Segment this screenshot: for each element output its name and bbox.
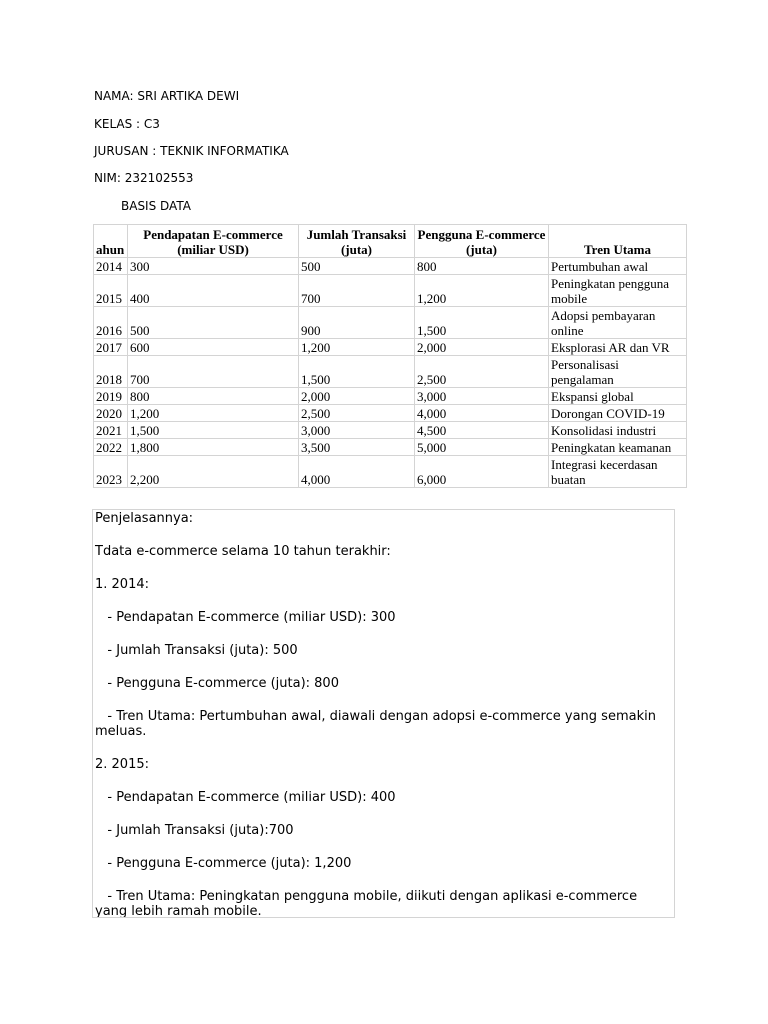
header-trend: Tren Utama xyxy=(549,225,687,258)
table-row xyxy=(94,405,687,422)
cell-revenue: 1,200 xyxy=(128,405,299,422)
table-row xyxy=(94,388,687,405)
table-row xyxy=(94,456,687,488)
header-year: ahun xyxy=(94,225,128,258)
header-revenue: Pendapatan E-commerce (miliar USD) xyxy=(128,225,299,258)
explanation-item: - Jumlah Transaksi (juta): 500 xyxy=(95,643,298,658)
student-class: KELAS : C3 xyxy=(94,117,160,131)
cell-revenue: 1,800 xyxy=(128,439,299,456)
cell-users: 800 xyxy=(415,258,549,275)
cell-trend: Adopsi pembayaran online xyxy=(549,307,687,339)
cell-year: 2019 xyxy=(94,388,128,405)
table-row xyxy=(94,422,687,439)
cell-year: 2016 xyxy=(94,307,128,339)
cell-users: 4,000 xyxy=(415,405,549,422)
cell-users: 4,500 xyxy=(415,422,549,439)
cell-transactions: 2,500 xyxy=(299,405,415,422)
cell-year: 2018 xyxy=(94,356,128,388)
header-transactions: Jumlah Transaksi (juta) xyxy=(299,225,415,258)
cell-transactions: 500 xyxy=(299,258,415,275)
explanation-year-heading: 1. 2014: xyxy=(95,577,149,592)
cell-users: 1,200 xyxy=(415,275,549,307)
cell-revenue: 800 xyxy=(128,388,299,405)
cell-users: 2,000 xyxy=(415,339,549,356)
student-major: JURUSAN : TEKNIK INFORMATIKA xyxy=(94,144,289,158)
cell-revenue: 600 xyxy=(128,339,299,356)
cell-transactions: 4,000 xyxy=(299,456,415,488)
explanation-item: - Tren Utama: Pertumbuhan awal, diawali dengan adopsi e-commerce yang semakin meluas. xyxy=(95,709,661,739)
cell-year: 2023 xyxy=(94,456,128,488)
cell-year: 2015 xyxy=(94,275,128,307)
cell-transactions: 3,000 xyxy=(299,422,415,439)
cell-trend: Pertumbuhan awal xyxy=(549,258,687,275)
table-row xyxy=(94,439,687,456)
explanation-item: - Jumlah Transaksi (juta):700 xyxy=(95,823,294,838)
cell-trend: Dorongan COVID-19 xyxy=(549,405,687,422)
explanation-box xyxy=(92,509,675,918)
cell-transactions: 1,200 xyxy=(299,339,415,356)
student-id: NIM: 232102553 xyxy=(94,171,194,185)
cell-transactions: 2,000 xyxy=(299,388,415,405)
cell-trend: Personalisasi pengalaman xyxy=(549,356,687,388)
cell-revenue: 1,500 xyxy=(128,422,299,439)
cell-trend: Integrasi kecerdasan buatan xyxy=(549,456,687,488)
table-header-row xyxy=(94,225,687,258)
cell-revenue: 400 xyxy=(128,275,299,307)
cell-transactions: 900 xyxy=(299,307,415,339)
explanation-heading: Penjelasannya: xyxy=(95,511,194,526)
ecommerce-data-table xyxy=(93,224,687,488)
cell-users: 1,500 xyxy=(415,307,549,339)
cell-users: 5,000 xyxy=(415,439,549,456)
explanation-item: - Pendapatan E-commerce (miliar USD): 300 xyxy=(95,610,396,625)
cell-trend: Peningkatan keamanan xyxy=(549,439,687,456)
cell-trend: Eksplorasi AR dan VR xyxy=(549,339,687,356)
cell-trend: Konsolidasi industri xyxy=(549,422,687,439)
table-row xyxy=(94,275,687,307)
cell-year: 2014 xyxy=(94,258,128,275)
cell-revenue: 700 xyxy=(128,356,299,388)
cell-transactions: 1,500 xyxy=(299,356,415,388)
explanation-item: - Tren Utama: Peningkatan pengguna mobile, diikuti dengan aplikasi e-commerce yang lebih ramah mobile. xyxy=(95,889,642,918)
section-title: BASIS DATA xyxy=(121,199,191,213)
cell-transactions: 700 xyxy=(299,275,415,307)
explanation-item: - Pengguna E-commerce (juta): 1,200 xyxy=(95,856,352,871)
header-users: Pengguna E-commerce (juta) xyxy=(415,225,549,258)
cell-users: 6,000 xyxy=(415,456,549,488)
cell-revenue: 2,200 xyxy=(128,456,299,488)
table-row xyxy=(94,307,687,339)
cell-trend: Ekspansi global xyxy=(549,388,687,405)
table-row xyxy=(94,356,687,388)
cell-trend: Peningkatan pengguna mobile xyxy=(549,275,687,307)
cell-year: 2020 xyxy=(94,405,128,422)
cell-users: 3,000 xyxy=(415,388,549,405)
student-name: NAMA: SRI ARTIKA DEWI xyxy=(94,89,240,103)
explanation-intro: Tdata e-commerce selama 10 tahun terakhir: xyxy=(95,544,391,559)
explanation-item: - Pengguna E-commerce (juta): 800 xyxy=(95,676,339,691)
explanation-year-heading: 2. 2015: xyxy=(95,757,149,772)
cell-year: 2017 xyxy=(94,339,128,356)
table-row xyxy=(94,339,687,356)
cell-year: 2021 xyxy=(94,422,128,439)
cell-users: 2,500 xyxy=(415,356,549,388)
table-row xyxy=(94,258,687,275)
cell-transactions: 3,500 xyxy=(299,439,415,456)
cell-revenue: 500 xyxy=(128,307,299,339)
explanation-item: - Pendapatan E-commerce (miliar USD): 400 xyxy=(95,790,396,805)
cell-revenue: 300 xyxy=(128,258,299,275)
cell-year: 2022 xyxy=(94,439,128,456)
